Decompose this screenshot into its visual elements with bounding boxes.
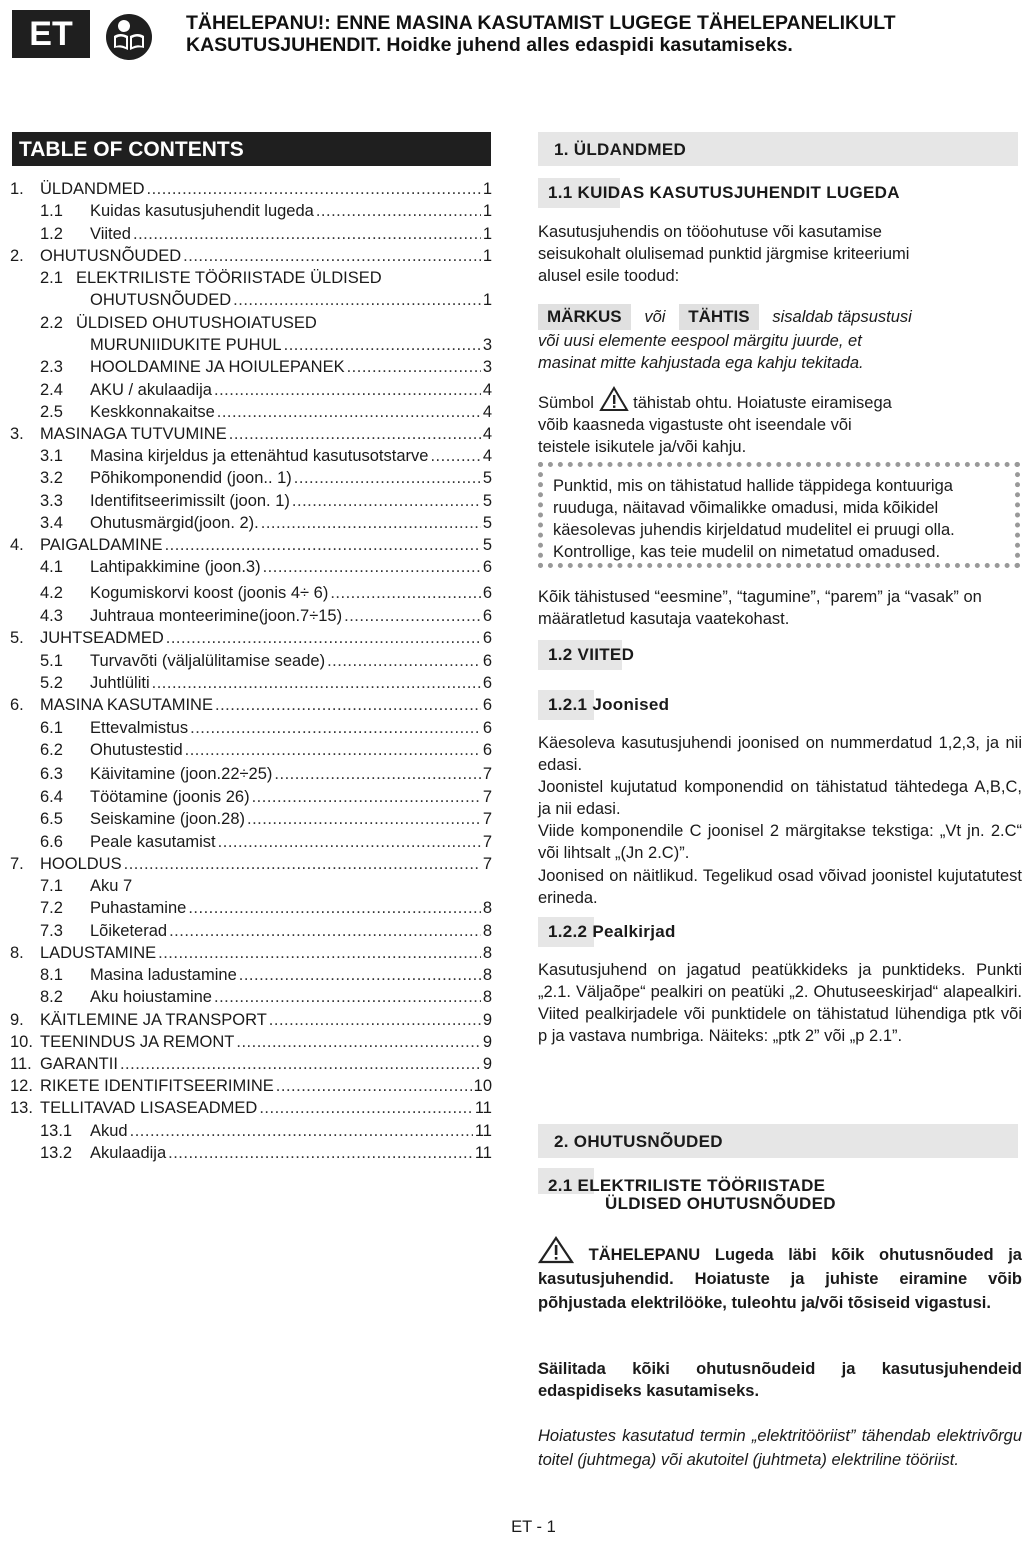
toc-item-number: 7.3 [40,922,63,940]
toc-item[interactable] [10,605,492,627]
toc-leader-dots [236,1031,480,1053]
toc-item-number: 6.6 [40,833,63,851]
toc-item-page: 8 [482,899,492,917]
word-voi: või [644,308,666,326]
toc-item[interactable] [10,897,492,919]
toc-item-number: 4.2 [40,584,63,602]
toc-item[interactable] [10,853,492,875]
toc-item[interactable] [10,1053,492,1075]
toc-item-number: 3.4 [40,514,63,532]
toc-item-page: 3 [482,358,492,376]
toc-item-text: Juhtraua monteerimine(joon.7÷15) [90,607,343,625]
toc-leader-dots [263,556,481,578]
toc-item-page: 7 [482,855,492,873]
toc-leader-dots [261,512,481,534]
toc-item-text: Töötamine (joonis 26) [90,788,250,806]
toc-item-page: 5 [482,469,492,487]
toc-item-number: 6.4 [40,788,63,806]
toc-item-text: MASINAGA TUTVUMINE [40,425,227,443]
toc-item[interactable] [10,512,492,534]
toc-leader-dots [276,1075,472,1097]
toc-item-page: 9 [482,1055,492,1073]
toc-item[interactable] [10,763,492,785]
toc-item-page: 10 [473,1077,492,1095]
toc-leader-dots [430,445,480,467]
toc-title: TABLE OF CONTENTS [12,132,491,166]
toc-item-text: JUHTSEADMED [40,629,164,647]
toc-item-text: ELEKTRILISTE TÖÖRIISTADE ÜLDISED [76,269,382,287]
toc-item-page: 6 [482,652,492,670]
toc-item[interactable] [10,467,492,489]
toc-item-text: GARANTII [40,1055,118,1073]
symbol-pre-text: Sümbol [538,394,594,412]
note-paragraph [538,304,1022,374]
toc-item[interactable] [10,223,492,245]
toc-item-page: 8 [482,922,492,940]
toc-item[interactable] [10,1097,492,1119]
toc-item[interactable] [10,694,492,716]
toc-item[interactable] [10,717,492,739]
toc-leader-dots [120,1053,481,1075]
toc-leader-dots [247,808,481,830]
toc-item-page: 7 [482,788,492,806]
toc-item[interactable] [10,920,492,942]
toc-item[interactable] [10,1120,492,1142]
language-badge: ET [12,10,90,58]
header-line-1: TÄHELEPANU!: ENNE MASINA KASUTAMIST LUGEGE TÄHELEPANELIKULT [186,12,896,34]
toc-leader-dots [165,534,481,556]
toc-item-text: MURUNIIDUKITE PUHUL [90,336,282,354]
toc-item-text: AKU / akulaadija [90,381,212,399]
toc-leader-dots [214,379,481,401]
toc-item-page: 1 [482,247,492,265]
toc-item-text: Kuidas kasutusjuhendit lugeda [90,202,314,220]
toc-item-number: 7. [10,855,24,873]
toc-item-page: 6 [482,584,492,602]
toc-item[interactable] [10,178,492,200]
toc-item-text: OHUTUSNÕUDED [90,291,232,309]
section-1-2-1-label: 1.2.1 Joonised [548,695,670,714]
toc-item-text: ÜLDANDMED [40,180,145,198]
toc-item[interactable] [10,334,492,356]
book-reading-icon [104,12,154,62]
toc-item-number: 13. [10,1099,33,1117]
toc-item-page: 11 [474,1144,492,1162]
toc-item-page: 6 [482,674,492,692]
toc-item-text: Ettevalmistus [90,719,189,737]
page-number: ET - 1 [511,1518,556,1536]
toc-leader-dots [158,942,481,964]
toc-item-number: 1.1 [40,202,63,220]
section-1-2-label: 1.2 VIITED [548,645,635,664]
toc-item-text: Kogumiskorvi koost (joonis 4÷ 6) [90,584,329,602]
section-1-1-label: 1.1 KUIDAS KASUTUSJUHENDIT LUGEDA [548,183,900,202]
toc-item-number: 1. [10,180,24,198]
toc-leader-dots [292,490,481,512]
warning-triangle-icon [538,1236,574,1264]
toc-item[interactable] [10,312,492,334]
toc-item-number: 8.1 [40,966,63,984]
toc-item[interactable] [10,942,492,964]
optional-features-box: Punktid, mis on tähistatud hallide täppidega kontuuriga ruuduga, näitavad võimalikke omadusi, mida kõikidel käesolevas juhendis kirjeldatud mudelitel ei pruugi olla. Kontrollige, kas teie mudelil on nimetatud omadused. [538,462,1020,568]
toc-item[interactable] [10,650,492,672]
figures-paragraph-1: Käesoleva kasutusjuhendi joonised on nummerdatud 1,2,3, ja nii edasi. [538,734,1022,774]
toc-item[interactable] [10,401,492,423]
toc-item-page: 6 [482,558,492,576]
toc-item[interactable] [10,356,492,378]
toc-item[interactable] [10,739,492,761]
toc-item-text: HOOLDAMINE JA HOIULEPANEK [90,358,345,376]
toc-item-page: 8 [482,944,492,962]
toc-item[interactable] [10,1142,492,1164]
keep-instructions-paragraph: Säilitada kõiki ohutusnõudeid ja kasutusjuhendeid edaspidiseks kasutamiseks. [538,1360,1022,1400]
toc-leader-dots [183,245,481,267]
toc-item-text: Lõiketerad [90,922,168,940]
toc-item-page: 11 [474,1122,492,1140]
toc-item-number: 4.3 [40,607,63,625]
toc-leader-dots [185,739,481,761]
toc-item[interactable] [10,289,492,311]
warning-triangle-icon [599,386,629,412]
toc-item[interactable] [10,267,492,289]
toc-item-text: TEENINDUS JA REMONT [40,1033,235,1051]
toc-item-number: 5.2 [40,674,63,692]
toc-item[interactable] [10,672,492,694]
toc-item[interactable] [10,1031,492,1053]
toc-item-page: 9 [482,1033,492,1051]
toc-item-text: LADUSTAMINE [40,944,157,962]
toc-leader-dots [168,1142,473,1164]
toc-item[interactable] [10,627,492,649]
toc-item-number: 3.2 [40,469,63,487]
toc-item-text: Ohutusmärgid(joon. 2). [90,514,259,532]
toc-item-text: Masina ladustamine [90,966,237,984]
header-warning [186,12,1026,56]
toc-item-number: 4. [10,536,24,554]
toc-item-text: Seiskamine (joon.28) [90,810,245,828]
section-1-1-intro: Kasutusjuhendis on tööohutuse või kasutamise seisukohalt olulisemad punktid järgmise kriteeriumi alusel esile toodud: [538,223,910,285]
toc-leader-dots [188,897,481,919]
toc-item-page: 5 [482,536,492,554]
toc-item-page: 5 [482,514,492,532]
section-2-heading: 2. OHUTUSNÕUDED [538,1124,1018,1158]
toc-item-number: 2. [10,247,24,265]
toc-item-page: 1 [482,180,492,198]
toc-leader-dots [130,1120,473,1142]
note-line-b: või uusi elemente eespool märgitu juurde, et [538,332,862,350]
toc-leader-dots [229,423,481,445]
toc-item-page: 6 [482,629,492,647]
warning-paragraph [538,1236,1022,1315]
toc-item-text: Turvavõti (väljalülitamise seade) [90,652,326,670]
toc-item-number: 6. [10,696,24,714]
toc-item[interactable] [10,875,492,897]
figures-paragraph-3: Viide komponendile C joonisel 2 märgitakse tekstiga: „Vt jn. 2.C“ või lihtsalt „(Jn 2.C)”. [538,822,1022,862]
toc-item-text: RIKETE IDENTIFITSEERIMINE [40,1077,274,1095]
toc-leader-dots [347,356,481,378]
toc-leader-dots [239,964,481,986]
toc-item-text: PAIGALDAMINE [40,536,163,554]
toc-leader-dots [215,694,481,716]
toc-item-page: 6 [482,696,492,714]
toc-item-text: ÜLDISED OHUTUSHOIATUSED [76,314,317,332]
toc-item-text: Aku 7 [90,877,133,895]
toc-item-number: 9. [10,1011,24,1029]
note-line-a: sisaldab täpsustusi [772,308,912,326]
toc-item-text: Juhtlüliti [90,674,150,692]
toc-item-text: Aku hoiustamine [90,988,212,1006]
toc-leader-dots [124,853,481,875]
toc-item-number: 7.1 [40,877,63,895]
toc-item-number: 2.1 [40,269,63,287]
toc-item-number: 6.3 [40,765,63,783]
toc-item-text: Puhastamine [90,899,187,917]
toc-leader-dots [330,582,480,604]
toc-item[interactable] [10,1075,492,1097]
toc-item-page: 4 [482,403,492,421]
toc-item-text: Akud [90,1122,128,1140]
toc-item-text: Ohutustestid [90,741,183,759]
toc-item[interactable] [10,582,492,604]
toc-item-number: 7.2 [40,899,63,917]
toc-item[interactable] [10,423,492,445]
toc-leader-dots [217,401,481,423]
toc-leader-dots [218,831,481,853]
toc-item-page: 7 [482,833,492,851]
toc-leader-dots [133,223,481,245]
toc-item-number: 13.1 [40,1122,73,1140]
toc-leader-dots [316,200,481,222]
toc-item-number: 6.5 [40,810,63,828]
section-2-1-label-b: ÜLDISED OHUTUSNÕUDED [605,1194,836,1213]
toc-item-number: 2.2 [40,314,63,332]
toc-item[interactable] [10,445,492,467]
toc-item-page: 8 [482,966,492,984]
toc-item-number: 5. [10,629,24,647]
toc-item-text: KÄITLEMINE JA TRANSPORT [40,1011,267,1029]
toc-item[interactable] [10,786,492,808]
toc-item-page: 9 [482,1011,492,1029]
warning-text: TÄHELEPANU Lugeda läbi kõik ohutusnõuded ja kasutusjuhendid. Hoiatuste ja juhiste eiramine võib põhjustada elektrilööke, tuleohtu ja/või tõsiseid vigastusi. [538,1246,1022,1312]
toc-item-number: 2.4 [40,381,63,399]
toc-item-number: 6.2 [40,741,63,759]
toc-leader-dots [259,1097,473,1119]
toc-item-text: Käivitamine (joon.22÷25) [90,765,273,783]
toc-item[interactable] [10,808,492,830]
note-line-c: masinat mitte kahjustada ega kahju tekitada. [538,354,864,372]
toc-item[interactable] [10,379,492,401]
toc-item-number: 2.5 [40,403,63,421]
toc-item-text: HOOLDUS [40,855,122,873]
toc-item-text: Identifitseerimissilt (joon. 1) [90,492,290,510]
toc-item-text: Põhikomponendid (joon.. 1) [90,469,292,487]
toc-leader-dots [269,1009,481,1031]
toc-item-text: Lahtipakkimine (joon.3) [90,558,261,576]
toc-item-number: 10. [10,1033,33,1051]
toc-item-page: 6 [482,719,492,737]
section-1-heading: 1. ÜLDANDMED [538,132,1018,166]
toc-item-number: 11. [10,1055,32,1073]
toc-leader-dots [147,178,481,200]
toc-leader-dots [166,627,481,649]
toc-leader-dots [294,467,481,489]
toc-item-page: 6 [482,607,492,625]
toc-item-text: OHUTUSNÕUDED [40,247,182,265]
toc-item-page: 7 [482,765,492,783]
toc-item-text: Akulaadija [90,1144,167,1162]
toc-item-page: 6 [482,741,492,759]
toc-item[interactable] [10,245,492,267]
toc-item-number: 4.1 [40,558,63,576]
toc-item-page: 1 [482,291,492,309]
toc-item[interactable] [10,964,492,986]
term-definition-paragraph: Hoiatustes kasutatud termin „elektritööriist” tähendab elektrivõrgu toitel (juhtmega) või akutoitel (juhtmeta) elektriline tööriist. [538,1427,1022,1469]
toc-item-number: 3.1 [40,447,63,465]
toc-item-number: 13.2 [40,1144,73,1162]
toc-leader-dots [327,650,481,672]
toc-leader-dots [169,920,481,942]
toc-leader-dots [274,763,480,785]
toc-leader-dots [233,289,481,311]
toc-leader-dots [152,672,481,694]
toc-item-page: 3 [482,336,492,354]
toc-item[interactable] [10,490,492,512]
toc-item-text: TELLITAVAD LISASEADMED [40,1099,258,1117]
toc-item-text: Keskkonnakaitse [90,403,215,421]
toc-item-page: 4 [482,381,492,399]
toc-leader-dots [190,717,481,739]
directions-paragraph: Kõik tähistused “eesmine”, “tagumine”, “parem” ja “vasak” on määratletud kasutaja vaatekohast. [538,588,982,628]
toc-item-number: 2.3 [40,358,63,376]
toc-item-number: 3.3 [40,492,63,510]
symbol-paragraph [538,386,908,458]
tahtis-tag: TÄHTIS [679,304,758,330]
toc-item-text: MASINA KASUTAMINE [40,696,213,714]
toc-item[interactable] [10,831,492,853]
toc-item-page: 4 [482,447,492,465]
toc-item-text: Peale kasutamist [90,833,216,851]
section-1-2-2-label: 1.2.2 Pealkirjad [548,922,676,941]
toc-item-number: 6.1 [40,719,63,737]
symbol-post-text: tähistab ohtu. Hoiatuste eiramisega võib kaasneda vigastuste oht iseendale või teistele isikutele ja/või kahju. [538,394,892,456]
toc-leader-dots [344,605,481,627]
markus-tag: MÄRKUS [538,304,631,330]
toc-item[interactable] [10,556,492,578]
toc-item-page: 4 [482,425,492,443]
header-line-2: KASUTUSJUHENDIT. Hoidke juhend alles edaspidi kasutamiseks. [186,34,793,56]
toc-item[interactable] [10,1009,492,1031]
toc-item-page: 8 [482,988,492,1006]
toc-item[interactable] [10,534,492,556]
toc-leader-dots [252,786,481,808]
toc-item-page: 5 [482,492,492,510]
headings-paragraph: Kasutusjuhend on jagatud peatükkideks ja punktideks. Punkti „2.1. Väljaõpe“ pealkiri on peatüki „2. Ohutuseeskirjad“ alapealkiri. Viited pealkirjadele või punktidele on tähistatud lühendiga ptk või p ja vastava numbriga. Näiteks: „ptk 2” või „p 2.1”. [538,961,1022,1045]
toc-item-page: 11 [474,1099,492,1117]
toc-item-number: 12. [10,1077,33,1095]
toc-item-number: 3. [10,425,24,443]
toc-item[interactable] [10,986,492,1008]
toc-item-number: 8.2 [40,988,63,1006]
toc-item-number: 8. [10,944,24,962]
toc-item-page: 1 [482,225,492,243]
toc-item-text: Masina kirjeldus ja ettenähtud kasutusotstarve [90,447,429,465]
toc-item-page: 1 [482,202,492,220]
toc-item-text: Viited [90,225,131,243]
toc-item[interactable] [10,200,492,222]
toc-leader-dots [284,334,481,356]
toc-item-number: 5.1 [40,652,63,670]
toc-leader-dots [214,986,481,1008]
toc-item-page: 7 [482,810,492,828]
section-2-1-label-a: 2.1 ELEKTRILISTE TÖÖRIISTADE [548,1176,826,1195]
toc-item-number: 1.2 [40,225,63,243]
figures-paragraph-4: Joonised on näitlikud. Tegelikud osad võivad joonistel kujutatutest erineda. [538,867,1022,907]
figures-paragraph-2: Joonistel kujutatud komponendid on tähistatud tähtedega A,B,C, ja nii edasi. [538,778,1022,818]
